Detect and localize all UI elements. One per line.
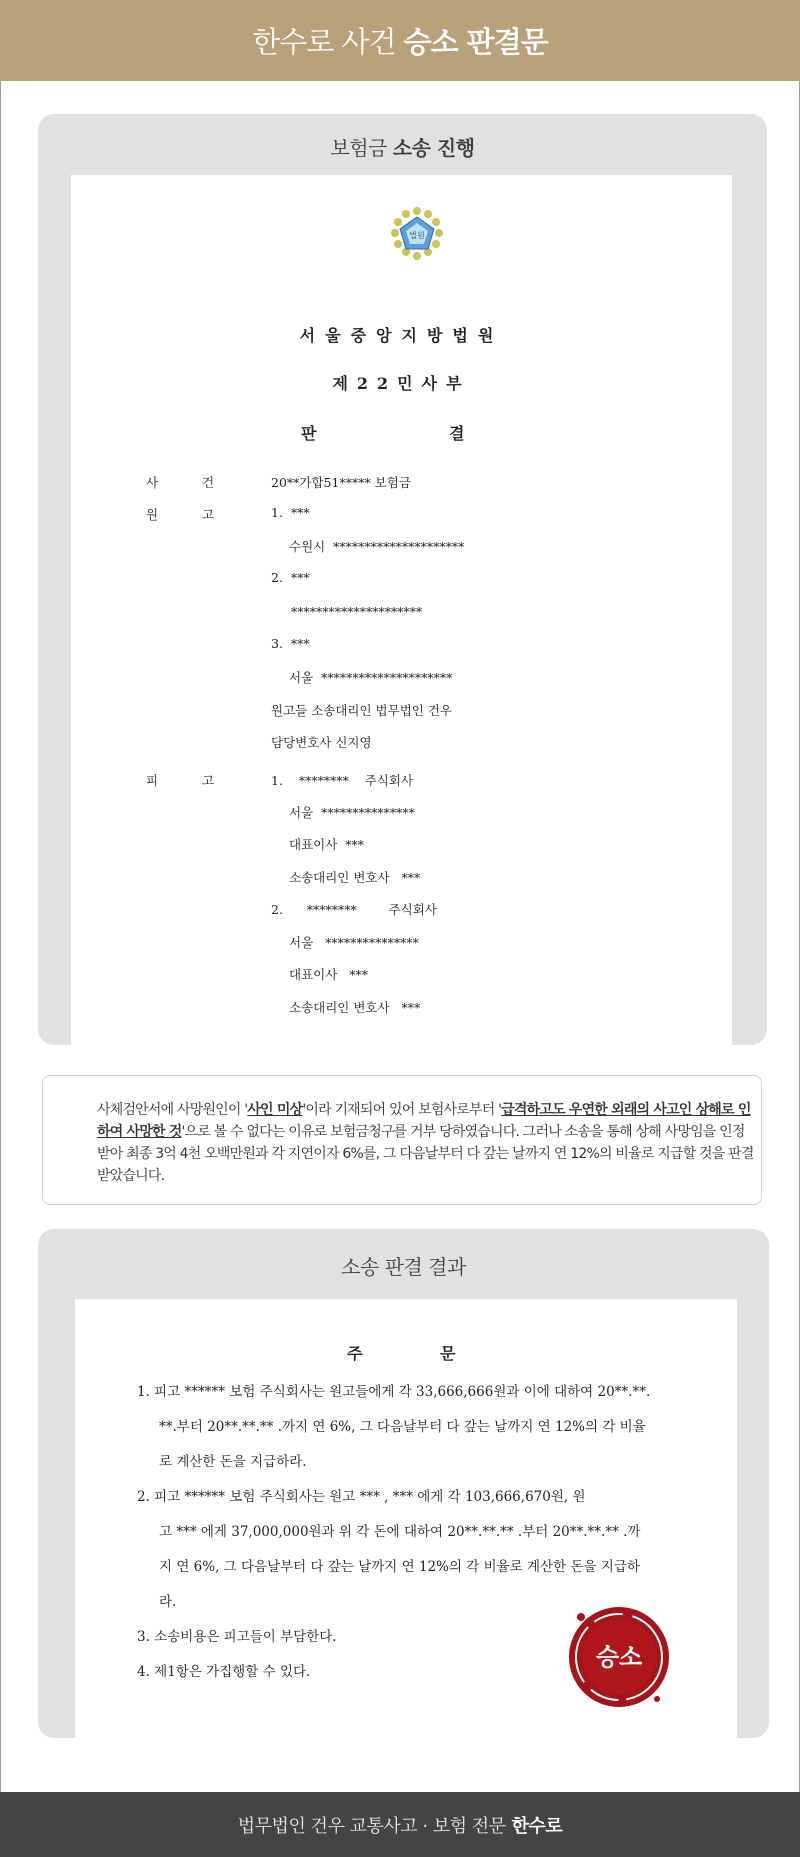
order-heading-right: 문: [440, 1344, 456, 1363]
panel-title-regular: 보험금: [330, 136, 387, 160]
verdict-document: [75, 1299, 737, 1738]
defendant-line: 1. ******** 주식회사: [271, 773, 414, 788]
label-case-1: 사: [146, 475, 159, 490]
footer-text-bold: 한수로: [511, 1815, 563, 1837]
judgment-document: [71, 175, 732, 1045]
order-line: 지 연 6%, 그 다음날부터 다 갚는 날까지 연 12%의 각 비율로 계산한 돈을 지급하: [159, 1559, 640, 1575]
judgment-title-right: 결: [449, 424, 465, 443]
defendant-line: 소송대리인 변호사 ***: [289, 870, 421, 885]
defendant-line: 서울 ***************: [289, 935, 419, 950]
plaintiff-line: *********************: [291, 604, 423, 619]
plaintiff-line: 3. ***: [271, 636, 310, 651]
court-department: 제22민사부: [332, 374, 471, 393]
order-line: 2. 피고 ****** 보험 주식회사는 원고 *** , *** 에게 각 103,666,670원, 원: [137, 1489, 586, 1505]
emblem-text: 법원: [409, 231, 425, 240]
plaintiff-line: 2. ***: [271, 570, 310, 585]
plaintiff-line: 수원시 *********************: [289, 539, 465, 554]
defendant-line: 소송대리인 변호사 ***: [289, 1000, 421, 1015]
plaintiff-line: 1. ***: [271, 505, 310, 520]
order-line: 4. 제1항은 가집행할 수 있다.: [137, 1664, 311, 1680]
judgment-title-left: 판: [301, 424, 317, 443]
label-plaintiff-1: 원: [146, 507, 159, 522]
label-defendant-1: 피: [146, 773, 159, 788]
footer-text-regular: 법무법인 건우 교통사고 · 보험 전문: [237, 1815, 506, 1837]
court-name: 서울중앙지방법원: [299, 326, 504, 345]
litigation-panel: [38, 114, 767, 1045]
order-line: **.부터 20**.**.** .까지 연 6%, 그 다음날부터 다 갚는 날까지 연 12%의 각 비율: [159, 1419, 646, 1435]
summary-highlight: 급격하고도 우연한 외래의 사고인 상해로 인하여 사망한 것: [97, 1102, 751, 1140]
victory-stamp-icon: [563, 1599, 675, 1711]
banner-title-bold: 승소 판결문: [403, 25, 548, 59]
top-banner: [0, 0, 800, 81]
summary-part: 사체검안서에 사망원인이 ': [97, 1102, 248, 1118]
panel-title: [38, 132, 767, 161]
order-line: 1. 피고 ****** 보험 주식회사는 원고들에게 각 33,666,666원과 이에 대하여 20**.**.: [137, 1384, 651, 1400]
plaintiff-line: 서울 *********************: [289, 670, 453, 685]
verdict-panel: [38, 1229, 769, 1738]
summary-part: '으로 볼 수 없다는 이유로 보험금청구를 거부 당하였습니다. 그러나 소송을 통해 상해 사망임을 인정 받아 최종 3억 4천 오백만원과 각 지연이자 6%를, 그 다음날부터 다 갚는 날까지 연 12%의 비율로 지급할 것을 판결받았습니다.: [97, 1124, 754, 1184]
defendant-line: 대표이사 ***: [289, 967, 368, 982]
panel-title-bold: 소송 진행: [392, 136, 475, 160]
plaintiff-line: 담당변호사 신지영: [271, 735, 372, 750]
court-emblem-icon: [388, 205, 446, 263]
summary-part: '이라 기재되어 있어 보험사로부터 ': [302, 1102, 502, 1118]
case-value: 20**가합51***** 보험금: [271, 475, 411, 490]
label-defendant-2: 고: [202, 773, 215, 788]
summary-highlight: 사인 미상: [247, 1102, 303, 1118]
order-line: 고 *** 에게 37,000,000원과 위 각 돈에 대하여 20**.**.** .부터 20**.**.** .까: [159, 1524, 641, 1540]
order-heading-left: 주: [347, 1344, 363, 1363]
stamp-text: 승소: [595, 1643, 643, 1671]
case-summary-box: [42, 1075, 762, 1205]
label-case-2: 건: [202, 475, 215, 490]
defendant-line: 대표이사 ***: [289, 837, 364, 852]
banner-title-regular: 한수로 사건: [252, 25, 396, 59]
defendant-line: 서울 ***************: [289, 805, 415, 820]
order-line: 로 계산한 돈을 지급하라.: [159, 1454, 307, 1470]
defendant-line: 2. ******** 주식회사: [271, 902, 437, 917]
case-summary-text: [97, 1099, 757, 1187]
order-line: 라.: [159, 1594, 177, 1610]
plaintiff-line: 원고들 소송대리인 법무법인 건우: [271, 703, 452, 718]
footer-bar: [0, 1792, 800, 1857]
label-plaintiff-2: 고: [202, 507, 215, 522]
order-line: 3. 소송비용은 피고들이 부담한다.: [137, 1629, 337, 1645]
verdict-panel-title: 소송 판결 결과: [341, 1255, 466, 1279]
